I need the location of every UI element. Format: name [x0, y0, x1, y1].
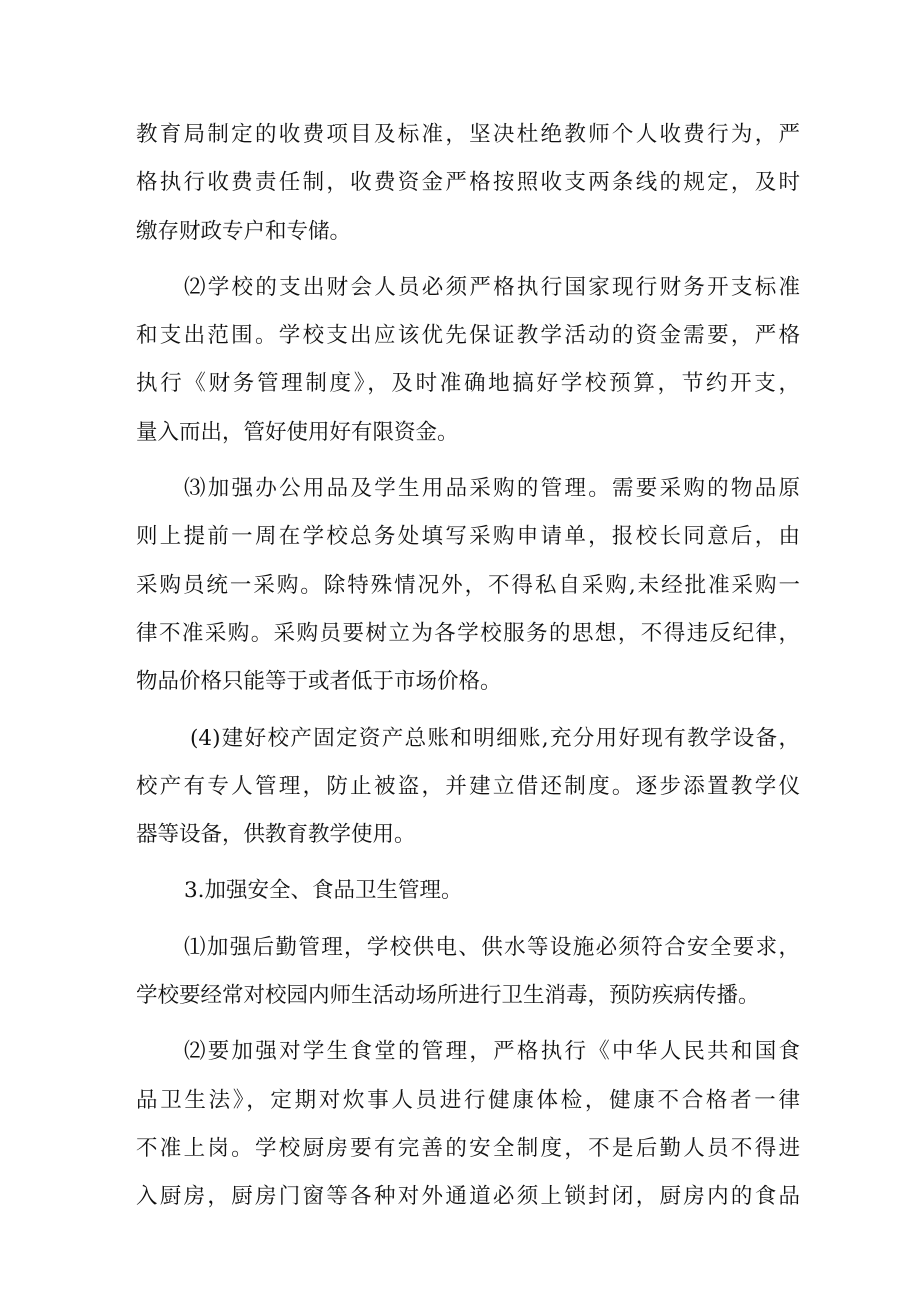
text-line: 缴存财政专户和专储。	[136, 218, 352, 244]
text-line: 学校要经常对校园内师生活动场所进行卫生消毒，预防疾病传播。	[136, 983, 760, 1009]
text-line: 格执行收费责任制，收费资金严格按照收支两条线的规定，及时	[136, 170, 800, 196]
text-line: 不准上岗。学校厨房要有完善的安全制度，不是后勤人员不得进	[136, 1135, 800, 1161]
text-line: 品卫生法》，定期对炊事人员进行健康体检，健康不合格者一律	[136, 1087, 800, 1113]
paragraph-canteen	[136, 1028, 800, 1221]
text-line: 器等设备，供教育教学使用。	[136, 822, 416, 848]
body-text	[136, 111, 800, 1222]
text-line: 物品价格只能等于或者低于市场价格。	[136, 669, 502, 695]
text-line: 律不准采购。采购员要树立为各学校服务的思想，不得违反纪律，	[136, 620, 800, 646]
text-line: ⑴加强后勤管理，学校供电、供水等设施必须符合安全要求，	[184, 934, 800, 960]
text-line: 教育局制定的收费项目及标准，坚决杜绝教师个人收费行为，严	[136, 122, 800, 147]
text-line: (4)建好校产固定资产总账和明细账,充分用好现有教学设备，	[190, 725, 800, 751]
text-line: ⑶加强办公用品及学生用品采购的管理。需要采购的物品原	[184, 476, 800, 502]
paragraph-fee-management	[136, 111, 800, 256]
text-line: 执行《财务管理制度》，及时准确地搞好学校预算，节约开支，	[136, 371, 800, 397]
text-line: 采购员统一采购。除特殊情况外，不得私自采购,未经批准采购一	[136, 572, 800, 598]
text-line: 入厨房，厨房门窗等各种对外通道必须上锁封闭，厨房内的食品	[136, 1184, 800, 1210]
text-line: 则上提前一周在学校总务处填写采购申请单，报校长同意后，由	[136, 524, 800, 550]
paragraph-fixed-assets	[136, 715, 800, 860]
text-line: 校产有专人管理，防止被盗，并建立借还制度。逐步添置教学仪	[136, 773, 800, 799]
paragraph-logistics-safety	[136, 924, 800, 1021]
section-heading	[136, 867, 800, 915]
text-line: ⑵学校的支出财会人员必须严格执行国家现行财务开支标准	[184, 274, 800, 300]
text-line: ⑵要加强对学生食堂的管理，严格执行《中华人民共和国食	[184, 1039, 800, 1065]
paragraph-procurement	[136, 465, 800, 706]
text-line: 和支出范围。学校支出应该优先保证教学活动的资金需要，严格	[136, 323, 800, 349]
text-line: 量入而出，管好使用好有限资金。	[136, 419, 459, 445]
section-heading-text: 3.加强安全、食品卫生管理。	[184, 878, 463, 904]
paragraph-expenditure	[136, 264, 800, 457]
